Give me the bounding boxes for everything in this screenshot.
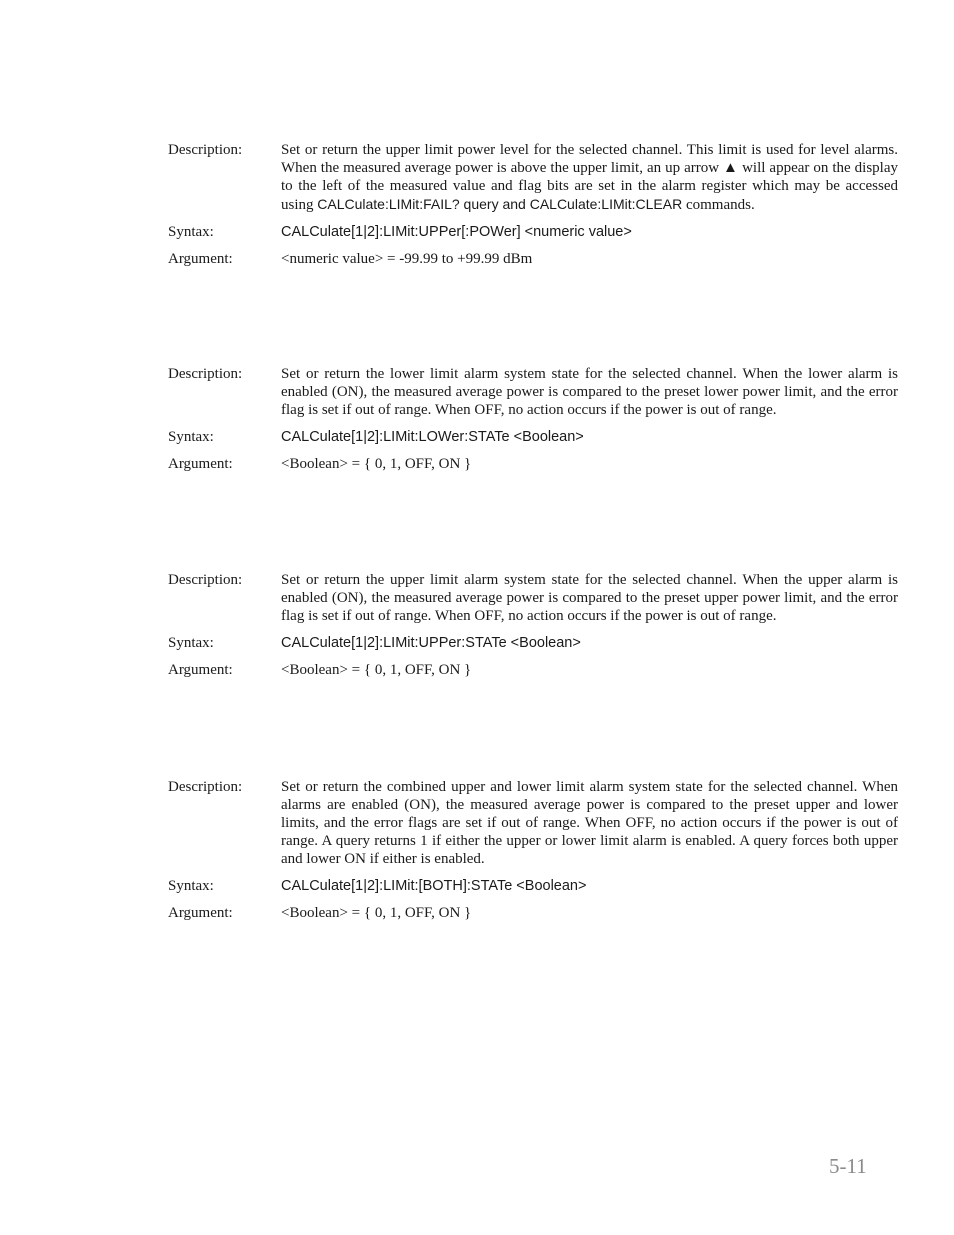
page-number: 5-11 <box>829 1154 867 1178</box>
description-text-part: Set or return the upper limit power level for the selected channel. This limit is used for level alarms. When the measured average power is above the upper limit, an up arrow ▲ will appear on the display to the left of the measured value and flag bits are set in the alarm register which may be accessed using <box>281 142 898 213</box>
description-text <box>281 141 898 214</box>
syntax-row <box>168 428 898 446</box>
argument-label: Argument: <box>168 251 233 267</box>
argument-row <box>168 250 898 268</box>
description-label: Description: <box>168 572 243 588</box>
syntax-row <box>168 877 898 895</box>
argument-row <box>168 455 898 473</box>
argument-text: <Boolean> = { 0, 1, OFF, ON } <box>281 905 472 921</box>
argument-text: <Boolean> = { 0, 1, OFF, ON } <box>281 662 472 678</box>
syntax-text: CALCulate[1|2]:LIMit:[BOTH]:STATe <Boolean> <box>281 878 587 894</box>
command-block-both-state <box>168 778 898 922</box>
description-row <box>168 365 898 419</box>
syntax-label: Syntax: <box>168 429 214 445</box>
argument-text: <Boolean> = { 0, 1, OFF, ON } <box>281 456 472 472</box>
description-row <box>168 571 898 625</box>
description-label: Description: <box>168 366 243 382</box>
description-row <box>168 778 898 868</box>
argument-label: Argument: <box>168 662 233 678</box>
syntax-label: Syntax: <box>168 224 214 240</box>
argument-row <box>168 661 898 679</box>
command-block-lower-state <box>168 365 898 473</box>
syntax-text: CALCulate[1|2]:LIMit:UPPer[:POWer] <numeric value> <box>281 224 632 240</box>
syntax-row <box>168 634 898 652</box>
description-command-reference: CALCulate:LIMit:FAIL? query and CALCulate:LIMit:CLEAR <box>317 196 683 212</box>
description-row <box>168 141 898 214</box>
syntax-text: CALCulate[1|2]:LIMit:LOWer:STATe <Boolean> <box>281 429 584 445</box>
argument-label: Argument: <box>168 905 233 921</box>
syntax-text: CALCulate[1|2]:LIMit:UPPer:STATe <Boolean> <box>281 635 581 651</box>
command-block-upper-limit <box>168 141 898 268</box>
description-label: Description: <box>168 142 243 158</box>
description-text: Set or return the combined upper and lower limit alarm system state for the selected channel. When alarms are enabled (ON), the measured average power is compared to the preset upper and lower limits, and the error flags are set if out of range. When OFF, no action occurs if the power is out of range. A query returns 1 if either the upper or lower limit alarm is enabled. A query forces both upper and lower ON if either is enabled. <box>281 779 898 867</box>
description-text: Set or return the lower limit alarm system state for the selected channel. When the lower alarm is enabled (ON), the measured average power is compared to the preset lower power limit, and the error flag is set if out of range. When OFF, no action occurs if the power is out of range. <box>281 366 898 418</box>
argument-text: <numeric value> = -99.99 to +99.99 dBm <box>281 251 533 267</box>
syntax-label: Syntax: <box>168 635 214 651</box>
syntax-row <box>168 223 898 241</box>
argument-label: Argument: <box>168 456 233 472</box>
syntax-label: Syntax: <box>168 878 214 894</box>
description-text: Set or return the upper limit alarm system state for the selected channel. When the upper alarm is enabled (ON), the measured average power is compared to the preset upper power limit, and the error flag is set if out of range. When OFF, no action occurs if the power is out of range. <box>281 572 898 624</box>
description-text-end: commands. <box>682 197 755 213</box>
description-label: Description: <box>168 779 243 795</box>
command-block-upper-state <box>168 571 898 679</box>
argument-row <box>168 904 898 922</box>
